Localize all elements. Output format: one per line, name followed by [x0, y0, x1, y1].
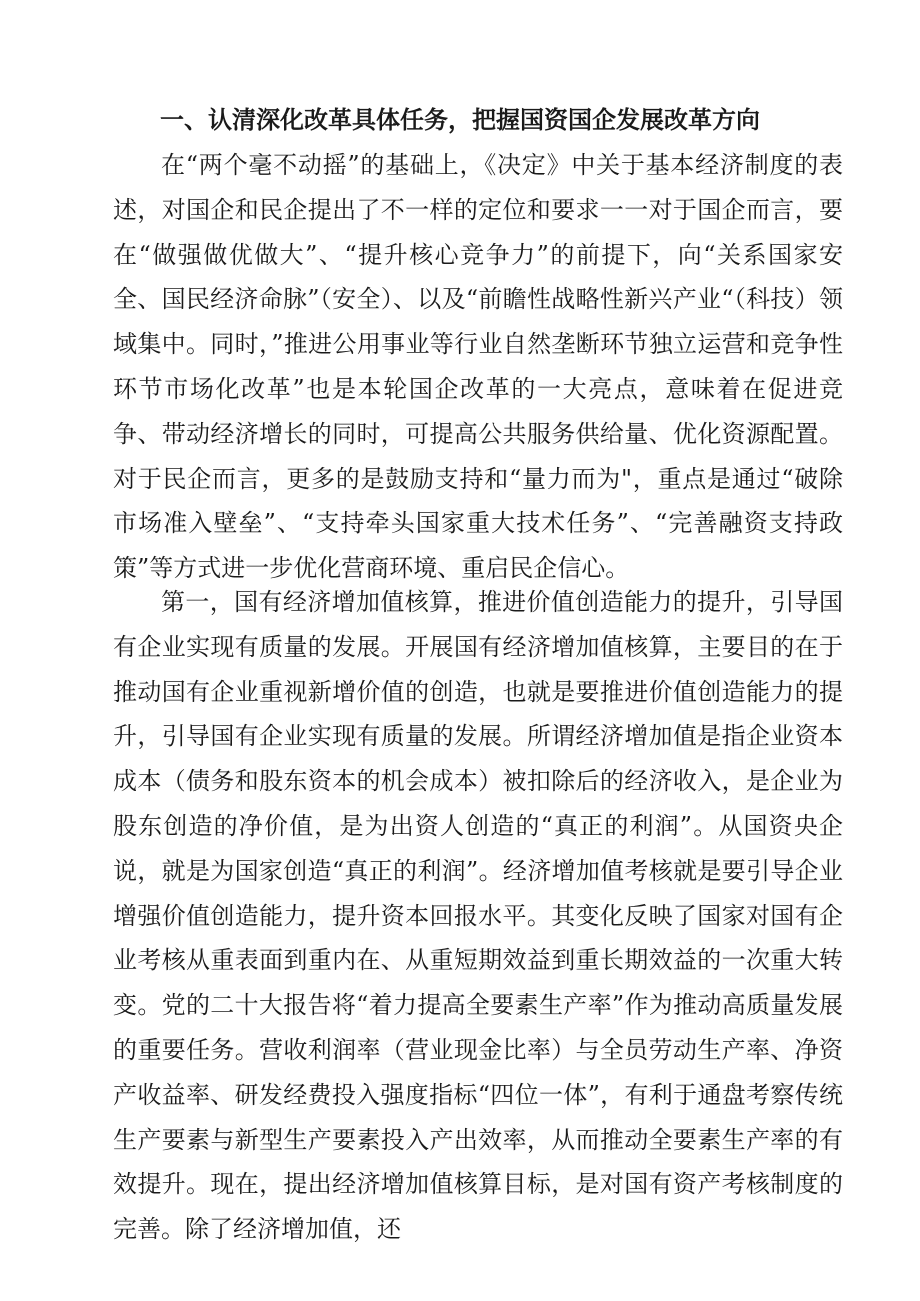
section-heading: 一、认清深化改革具体任务，把握国资国企发展改革方向 — [160, 106, 760, 134]
paragraph-economic-value-added: 第一，国有经济增加值核算，推进价值创造能力的提升，引导国有企业实现有质量的发展。开展国有经济增加值核算，主要目的在于推动国有企业重视新增价值的创造，也就是要推进价值创造能力的提升，引导国有企业实现有质量的发展。所谓经济增加值是指企业资本成本（债务和股东资本的机会成本）被扣除后的经济收入，是企业为股东创造的净价值，是为出资人创造的“真正的利润”。从国资央企说，就是为国家创造“真正的利润”。经济增加值考核就是要引导企业增强价值创造能力，提升资本回报水平。其变化反映了国家对国有企业考核从重表面到重内在、从重短期效益到重长期效益的一次重大转变。党的二十大报告将“着力提高全要素生产率”作为推动高质量发展的重要任务。营收利润率（营业现金比率）与全员劳动生产率、净资产收益率、研发经费投入强度指标“四位一体”，有利于通盘考察传统生产要素与新型生产要素投入产出效率，从而推动全要素生产率的有效提升。现在，提出经济增加值核算目标，是对国有资产考核制度的完善。除了经济增加值，还 — [113, 588, 843, 1244]
paragraph-basic-economic-system: 在“两个毫不动摇”的基础上，《决定》中关于基本经济制度的表述，对国企和民企提出了不一样的定位和要求一一对于国企而言，要在“做强做优做大”、“提升核心竞争力”的前提下，向“关系国家安全、国民经济命脉”（安全）、以及“前瞻性战略性新兴产业“（科技）领域集中。同时，”推进公用事业等行业自然垄断环节独立运营和竞争性环节市场化改革”也是本轮国企改革的一大亮点，意味着在促进竞争、带动经济增长的同时，可提高公共服务供给量、优化资源配置。对于民企而言，更多的是鼓励支持和“量力而为"，重点是通过“破除市场准入壁垒”、“支持牵头国家重大技术任务”、“完善融资支持政策”等方式进一步优化营商环境、重启民企信心。 — [113, 151, 843, 583]
